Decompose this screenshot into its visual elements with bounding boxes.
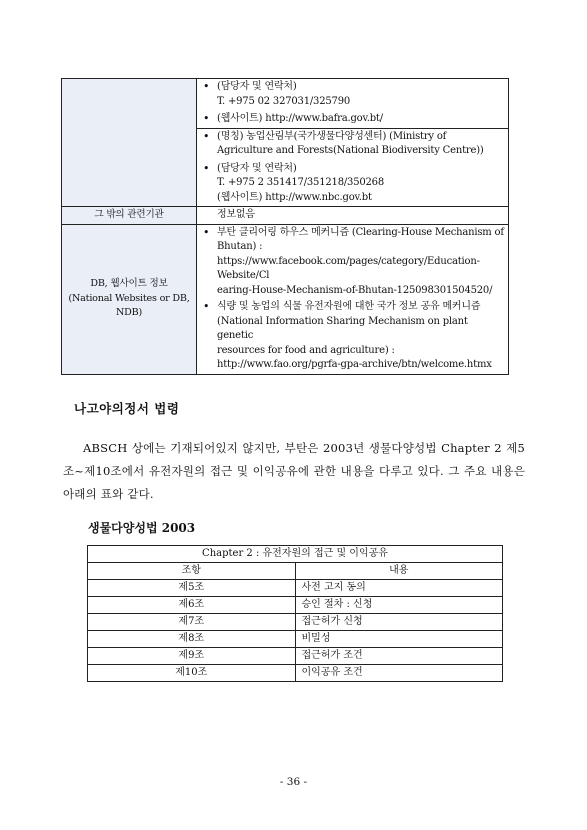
article-cell: 제5조	[88, 580, 296, 597]
list-item	[201, 226, 504, 299]
db-website-label	[62, 224, 197, 374]
content-cell	[197, 128, 509, 207]
db-label-line2: (National Websites or DB, NDB)	[68, 292, 190, 319]
table-row	[88, 648, 503, 665]
article-cell: 제9조	[88, 648, 296, 665]
chm-title-cont: Bhutan) :	[217, 241, 263, 252]
related-agency-label: 그 밖의 관련기관	[62, 207, 197, 225]
article-cell: 제7조	[88, 614, 296, 631]
website-link[interactable]: • (웹사이트) http://www.bafra.gov.bt/	[217, 113, 383, 124]
label-cell-empty	[62, 79, 197, 207]
db-label-line1: DB, 웹사이트 정보	[90, 278, 168, 290]
column-header-content: 내용	[295, 563, 503, 580]
content-cell: 사전 고지 동의	[295, 580, 503, 597]
nism-title-cont: (National Information Sharing Mechanism on plant genetic	[217, 315, 468, 341]
contact-label: • (담당자 및 연락처)	[217, 81, 297, 92]
chm-title: • 부탄 클리어링 하우스 메커니즘 (Clearing-House Mechanism of	[217, 226, 504, 238]
nism-url[interactable]: http://www.fao.org/pgrfa-gpa-archive/btn/welcome.htmx	[217, 359, 492, 370]
content-cell	[197, 207, 509, 225]
article-cell: 제6조	[88, 597, 296, 614]
website-link[interactable]: (웹사이트) http://www.nbc.gov.bt	[217, 191, 372, 203]
chm-url-cont[interactable]: earing-House-Mechanism-of-Bhutan-125098301504520/	[217, 284, 493, 296]
table-row	[88, 597, 503, 614]
section-heading: 나고야의정서 법령	[74, 401, 180, 416]
list-item	[201, 162, 504, 206]
table-caption-row	[88, 546, 503, 563]
list-item	[201, 80, 504, 109]
phone-number: T. +975 2 351417/351218/350268	[217, 177, 385, 188]
table-row	[88, 614, 503, 631]
article-cell: 제10조	[88, 665, 296, 682]
content-cell: 접근허가 신청	[295, 614, 503, 631]
content-cell: 비밀성	[295, 631, 503, 648]
content-cell: 접근허가 조건	[295, 648, 503, 665]
agency-name: • (명칭) 농업산림부(국가생물다양성센터) (Ministry of	[217, 130, 447, 142]
law-heading: 생물다양성법 2003	[88, 521, 196, 535]
list-item	[201, 130, 504, 159]
table-header-row	[88, 563, 503, 580]
institution-table	[61, 78, 509, 375]
table-row	[88, 665, 503, 682]
no-info-text: 정보없음	[217, 209, 255, 220]
table-row	[62, 224, 509, 374]
body-paragraph: ABSCH 상에는 기재되어있지 않지만, 부탄은 2003년 생물다양성법 Chapter 2 제5조~제10조에서 유전자원의 접근 및 이익공유에 관한 내용을 다루고 있다. 그 주요 내용은 아래의 표와 같다.	[63, 441, 525, 501]
page-number: - 36 -	[279, 776, 308, 788]
content-cell	[197, 79, 509, 129]
article-cell: 제8조	[88, 631, 296, 648]
content-cell: 승인 절차 : 신청	[295, 597, 503, 614]
chm-url[interactable]: https://www.facebook.com/pages/category/Education-Website/Cl	[217, 255, 480, 281]
table-row	[62, 207, 509, 225]
nism-title-cont2: resources for food and agriculture) :	[217, 344, 395, 356]
contact-label: • (담당자 및 연락처)	[217, 162, 297, 174]
table-caption: Chapter 2 : 유전자원의 접근 및 이익공유	[88, 546, 503, 563]
content-cell: 이익공유 조건	[295, 665, 503, 682]
table-row	[88, 580, 503, 597]
agency-name-cont: Agriculture and Forests(National Biodiversity Centre))	[217, 145, 484, 156]
phone-number: T. +975 02 327031/325790	[217, 95, 351, 107]
law-table	[87, 545, 503, 682]
table-row	[62, 79, 509, 129]
list-item	[201, 112, 504, 127]
column-header-article: 조항	[88, 563, 296, 580]
content-cell	[197, 224, 509, 374]
table-row	[88, 631, 503, 648]
list-item	[201, 300, 504, 373]
nism-title: • 식량 및 농업의 식물 유전자원에 대한 국가 정보 공유 메커니즘	[217, 301, 481, 312]
